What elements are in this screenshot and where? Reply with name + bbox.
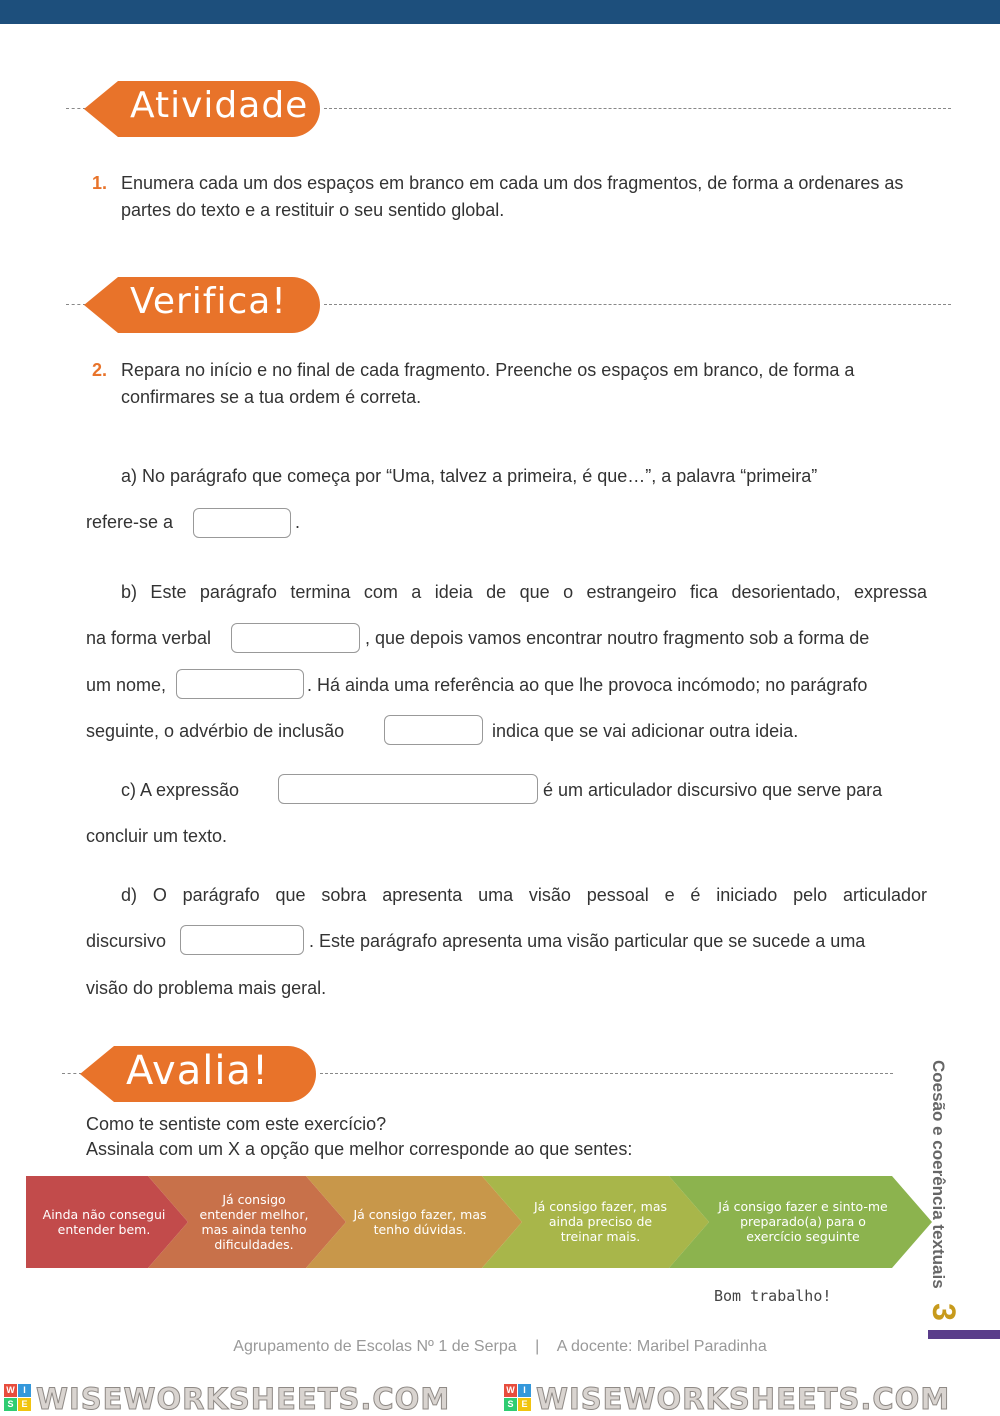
chapter-title-text: Coesão e coerência textuais [929, 1060, 948, 1289]
section-header-avalia [62, 1046, 893, 1102]
item-b-line2-pre: na forma verbal [86, 628, 212, 648]
item-b-line2-post: , que depois vamos encontrar noutro fragmento sob a forma de [365, 628, 870, 648]
item-d-line3: visão do problema mais geral. [86, 978, 327, 998]
question-1 [92, 170, 932, 224]
scale-option-2[interactable]: Já consigo entender melhor, mas ainda tenho dificuldades. [199, 1192, 309, 1252]
logo-letter: I [518, 1384, 531, 1397]
avalia-instruction: Assinala com um X a opção que melhor corresponde ao que sentes: [86, 1139, 633, 1159]
answer-box-c[interactable] [278, 774, 538, 804]
watermark-logo-icon [4, 1384, 32, 1412]
section-header-verifica [66, 277, 951, 333]
answer-box-d[interactable] [180, 925, 304, 955]
section-header-atividade [66, 81, 951, 137]
logo-letter: E [518, 1398, 531, 1411]
logo-letter: S [504, 1398, 517, 1411]
item-d-line2-pre: discursivo [86, 931, 167, 951]
divider [66, 108, 86, 109]
scale-option-3[interactable]: Já consigo fazer, mas tenho dúvidas. [353, 1207, 487, 1237]
item-a-line2-post: . [295, 512, 301, 532]
divider [66, 304, 86, 305]
item-b-line3-post: . Há ainda uma referência ao que lhe provoca incómodo; no parágrafo [307, 675, 868, 695]
footer-teacher: A docente: Maribel Paradinha [556, 1338, 767, 1355]
section-tag [84, 277, 320, 333]
item-b-line3-pre: um nome, [86, 675, 167, 695]
section-title: Avalia! [126, 1048, 269, 1094]
item-c-line1-post: é um articulador discursivo que serve para [543, 780, 883, 800]
closing-message: Bom trabalho! [714, 1287, 832, 1305]
top-bar [0, 0, 1000, 24]
footer [0, 1338, 1000, 1356]
footer-school: Agrupamento de Escolas Nº 1 de Serpa [233, 1338, 517, 1355]
divider [324, 304, 951, 305]
page-number: 3 [926, 1303, 962, 1321]
divider [62, 1073, 82, 1074]
question-number: 2. [92, 360, 108, 380]
item-c-line1-pre: c) A expressão [121, 780, 240, 800]
question-text: Enumera cada um dos espaços em branco em cada um dos fragmentos, de forma a ordenares as partes do texto e a restituir o seu sentido global. [121, 173, 904, 220]
answer-box-a[interactable] [193, 508, 291, 538]
logo-letter: W [4, 1384, 17, 1397]
item-d-line2-post: . Este parágrafo apresenta uma visão particular que se sucede a uma [309, 931, 866, 951]
item-b-line4-pre: seguinte, o advérbio de inclusão [86, 721, 345, 741]
divider [320, 1073, 893, 1074]
watermark-text: WISEWORKSHEETS.COM [536, 1382, 951, 1416]
question-2 [92, 357, 932, 411]
answer-box-b2[interactable] [176, 669, 304, 699]
item-c-line2: concluir um texto. [86, 826, 228, 846]
scale-option-5[interactable]: Já consigo fazer e sinto-me preparado(a) para o exercício seguinte [718, 1199, 888, 1244]
self-assessment-scale [26, 1176, 936, 1268]
item-d-line1: d) O parágrafo que sobra apresenta uma visão pessoal e é iniciado pelo articulador [121, 885, 927, 905]
answer-box-b3[interactable] [384, 715, 483, 745]
divider [324, 108, 951, 109]
item-a-line2-pre: refere-se a [86, 512, 174, 532]
question-text: Repara no início e no final de cada fragmento. Preenche os espaços em branco, de forma a confirmares se a tua ordem é correta. [121, 360, 855, 407]
logo-letter: I [18, 1384, 31, 1397]
watermark-text: WISEWORKSHEETS.COM [36, 1382, 451, 1416]
watermark-logo-icon [504, 1384, 532, 1412]
item-b-line4-post: indica que se vai adicionar outra ideia. [492, 721, 799, 741]
logo-letter: W [504, 1384, 517, 1397]
logo-letter: S [4, 1398, 17, 1411]
footer-separator: | [535, 1338, 540, 1355]
section-tag [84, 81, 320, 137]
section-title: Verifica! [130, 281, 287, 322]
scale-option-4[interactable]: Já consigo fazer, mas ainda preciso de treinar mais. [533, 1199, 668, 1244]
item-a-line1: a) No parágrafo que começa por “Uma, talvez a primeira, é que…”, a palavra “primeira” [121, 466, 818, 486]
scale-option-1[interactable]: Ainda não consegui entender bem. [42, 1207, 166, 1237]
item-b-line1: b) Este parágrafo termina com a ideia de que o estrangeiro fica desorientado, expressa [121, 582, 927, 602]
logo-letter: E [18, 1398, 31, 1411]
question-number: 1. [92, 173, 108, 193]
side-chapter-title [928, 1060, 952, 1292]
watermark-strip [0, 1378, 1000, 1416]
section-title: Atividade [130, 85, 309, 126]
answer-box-b1[interactable] [231, 623, 360, 653]
avalia-question: Como te sentiste com este exercício? [86, 1114, 387, 1134]
section-tag [80, 1046, 316, 1102]
